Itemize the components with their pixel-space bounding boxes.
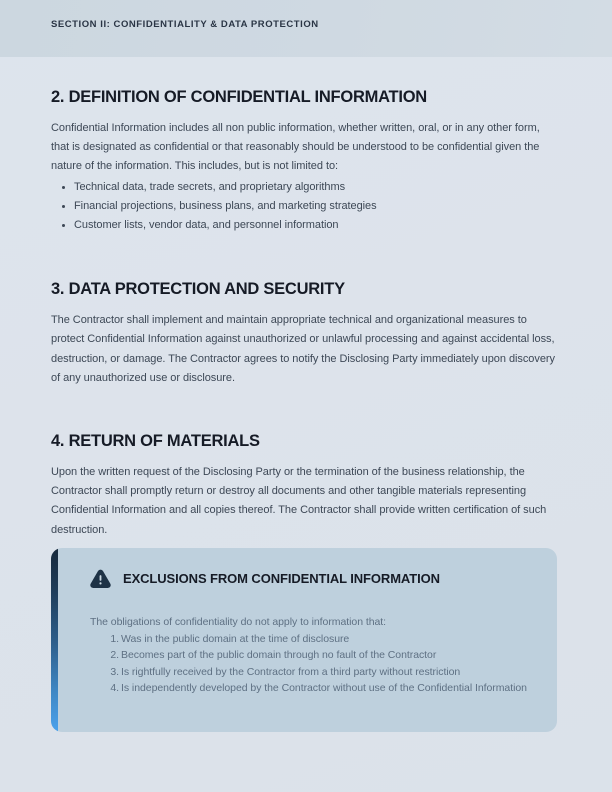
- section-return-of-materials: [51, 388, 557, 540]
- callout-intro-text: The obligations of confidentiality do not apply to information that:: [90, 616, 387, 628]
- exclusions-numbered-list: [90, 631, 531, 697]
- warning-triangle-icon: [90, 568, 111, 589]
- list-item: Is rightfully received by the Contractor from a third party without restriction: [121, 665, 461, 678]
- exclusions-callout: [51, 548, 557, 732]
- section-heading: 4. RETURN OF MATERIALS: [51, 431, 260, 450]
- callout-box: [51, 548, 557, 732]
- list-item: Becomes part of the public domain through no fault of the Contractor: [121, 649, 437, 661]
- confidential-information-bullet-list: [51, 177, 557, 236]
- section-definition-of-confidential-information: [51, 57, 557, 235]
- list-item: Financial projections, business plans, and marketing strategies: [74, 197, 557, 216]
- section-heading: 2. DEFINITION OF CONFIDENTIAL INFORMATION: [51, 88, 427, 106]
- section-paragraph: Upon the written request of the Disclosing Party or the termination of the business relationship, the Contractor shall promptly return or destroy all documents and other tangible materials representing Confidential Information and all copies thereof. The Contractor shall provide written certification of such destruction.: [51, 465, 547, 536]
- callout-title: EXCLUSIONS FROM CONFIDENTIAL INFORMATION: [123, 571, 440, 586]
- callout-header: [90, 568, 531, 589]
- page-header-band: [0, 0, 612, 57]
- section-heading: 3. DATA PROTECTION AND SECURITY: [51, 280, 345, 299]
- section-data-protection-and-security: [51, 235, 557, 388]
- section-breadcrumb-title: SECTION II: CONFIDENTIALITY & DATA PROTECTION: [51, 19, 319, 30]
- section-paragraph: The Contractor shall implement and maintain appropriate technical and organizational measures to protect Confidential Information against unauthorized or unlawful processing and against accidental loss, destruction, or damage. The Contractor agrees to notify the Disclosing Party immediately upon discovery of any unauthorized use or disclosure.: [51, 314, 555, 384]
- list-item: Was in the public domain at the time of disclosure: [121, 632, 350, 645]
- callout-content: [58, 548, 557, 732]
- list-item: Technical data, trade secrets, and proprietary algorithms: [74, 178, 557, 197]
- section-paragraph: Confidential Information includes all non public information, whether written, oral, or in any other form, that is designated as confidential or that reasonably should be understood to be confidential given the nature of the information. This includes, but is not limited to:: [51, 121, 540, 173]
- list-item: Customer lists, vendor data, and personnel information: [74, 216, 557, 235]
- callout-accent-bar: [51, 548, 58, 732]
- list-item: Is independently developed by the Contractor without use of the Confidential Information: [121, 682, 527, 694]
- document-content: [51, 57, 557, 540]
